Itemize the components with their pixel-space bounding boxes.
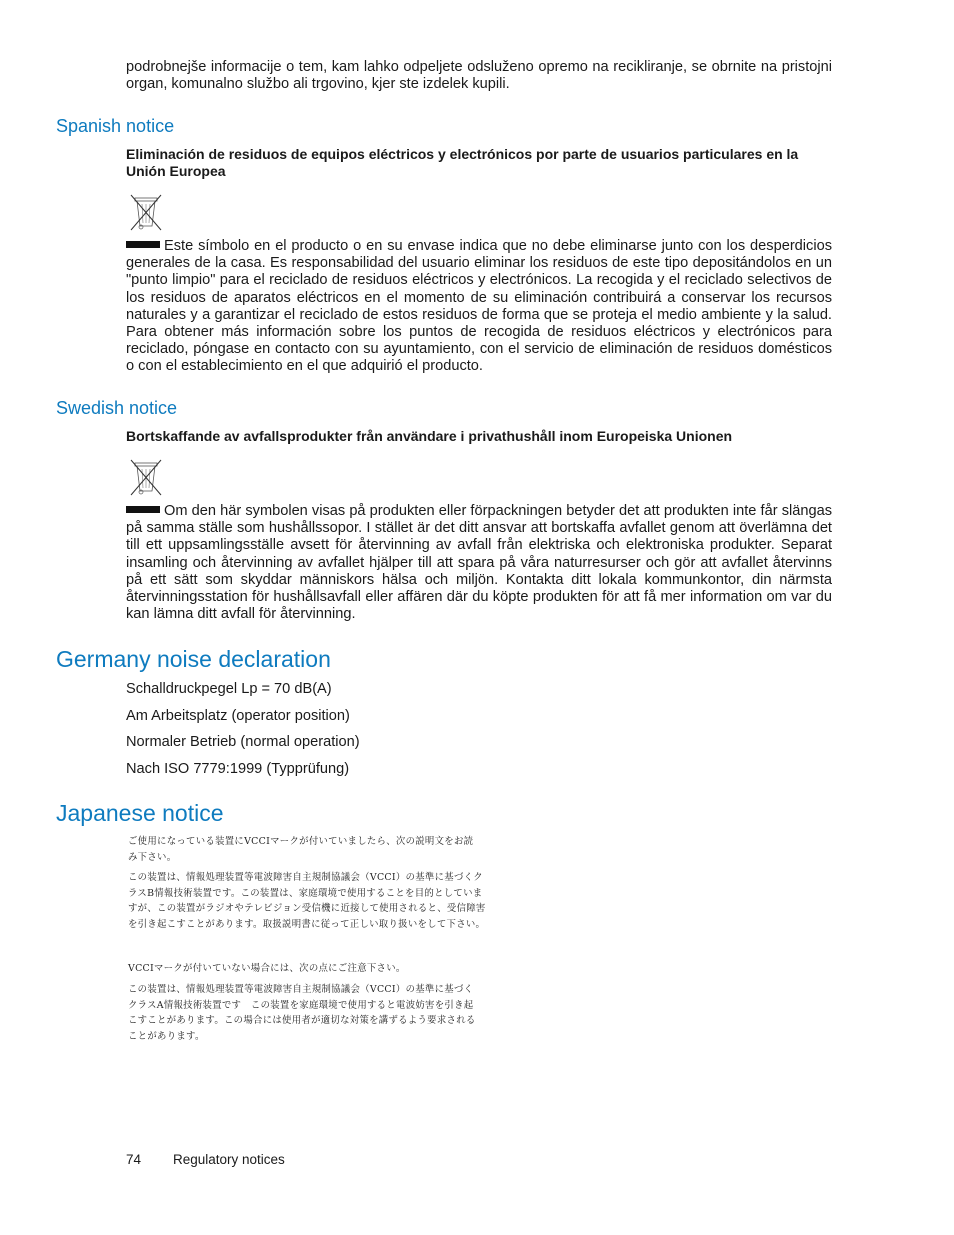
japanese-para-3: VCCIマークが付いていない場合には、次の点にご注意下さい。 [128, 963, 406, 974]
page-number: 74 [126, 1152, 142, 1167]
japanese-para-2: この装置は、情報処理装置等電波障害自主規制協議会（VCCI）の基準に基づくクラスB情報技術装置です。この装置は、家庭環境で使用することを目的としていますが、この装置がラジオやテレビジョン受信機に近接して使用されると、受信障害を引き起こすことがあります。取扱説明書に従って正しい取り扱いをして下さい。 [128, 872, 486, 930]
swedish-notice-title: Bortskaffande av avfallsprodukter från användare i privathushåll inom Europeiska Unionen [126, 428, 733, 444]
crossed-bin-icon [128, 457, 164, 497]
noise-line: Schalldruckpegel Lp = 70 dB(A) [126, 681, 332, 697]
crossed-bin-icon [128, 192, 164, 232]
germany-noise-heading: Germany noise declaration [56, 646, 331, 672]
japanese-para-4: この装置は、情報処理装置等電波障害自主規制協議会（VCCI）の基準に基づくクラスA情報技術装置です この装置を家庭環境で使用すると電波妨害を引き起こすことがあります。この場合には使用者が適切な対策を講ずるよう要求されることがあります。 [128, 984, 476, 1042]
swedish-notice-heading: Swedish notice [56, 398, 178, 418]
black-bar-icon [126, 241, 160, 248]
spanish-notice-title: Eliminación de residuos de equipos eléctricos y electrónicos por parte de usuarios particulares en la Unión Europea [126, 146, 799, 180]
footer-section-title: Regulatory notices [173, 1152, 285, 1167]
swedish-notice-body: Om den här symbolen visas på produkten eller förpackningen betyder det att produkten inte får slängas på samma ställe som hushållssopor. I stället är det ditt ansvar att bortskaffa avfallet genom att överlämna det till ett uppsamlingsställe avsett för återvinning av avfall från elektriska och elektroniska produkter. Separat insamling och återvinning av avfallet hjälper till att spara på våra naturresurser och gör att avfallet återvinns på ett sätt som skyddar människors hälsa och miljön. Kontakta ditt lokala kommunkontor, din närmsta återvinningsstation för hushållsavfall eller affären där du köpte produkten för att få mer information om var du kan lämna ditt avfall för återvinning. [126, 503, 832, 623]
japanese-notice-heading: Japanese notice [56, 800, 224, 826]
page-footer [126, 1151, 285, 1168]
noise-line: Nach ISO 7779:1999 (Typprüfung) [126, 761, 350, 777]
black-bar-icon [126, 506, 160, 513]
noise-line: Am Arbeitsplatz (operator position) [126, 708, 350, 724]
intro-paragraph: podrobnejše informacije o tem, kam lahko odpeljete odsluženo opremo na recikliranje, se obrnite na pristojni organ, komunalno službo ali trgovino, kjer ste izdelek kupili. [126, 59, 832, 93]
japanese-para-1: ご使用になっている装置にVCCIマークが付いていましたら、次の説明文をお読み下さい。 [128, 836, 474, 863]
spanish-notice-body: Este símbolo en el producto o en su envase indica que no debe eliminarse junto con los desperdicios generales de la casa. Es responsabilidad del usuario eliminar los residuos de este tipo depositándolos en un "punto limpio" para el reciclado de residuos eléctricos y electrónicos. La recogida y el reciclado selectivos de los residuos de aparatos eléctricos en el momento de su eliminación contribuirá a conservar los recursos naturales y a garantizar el reciclado de estos residuos de forma que se proteja el medio ambiente y la salud. Para obtener más información sobre los puntos de recogida de residuos eléctricos y electrónicos para reciclado, póngase en contacto con su ayuntamiento, con el servicio de eliminación de residuos domésticos o con el establecimiento en el que adquirió el producto. [126, 238, 832, 375]
noise-line: Normaler Betrieb (normal operation) [126, 734, 360, 750]
spanish-notice-heading: Spanish notice [56, 116, 175, 136]
